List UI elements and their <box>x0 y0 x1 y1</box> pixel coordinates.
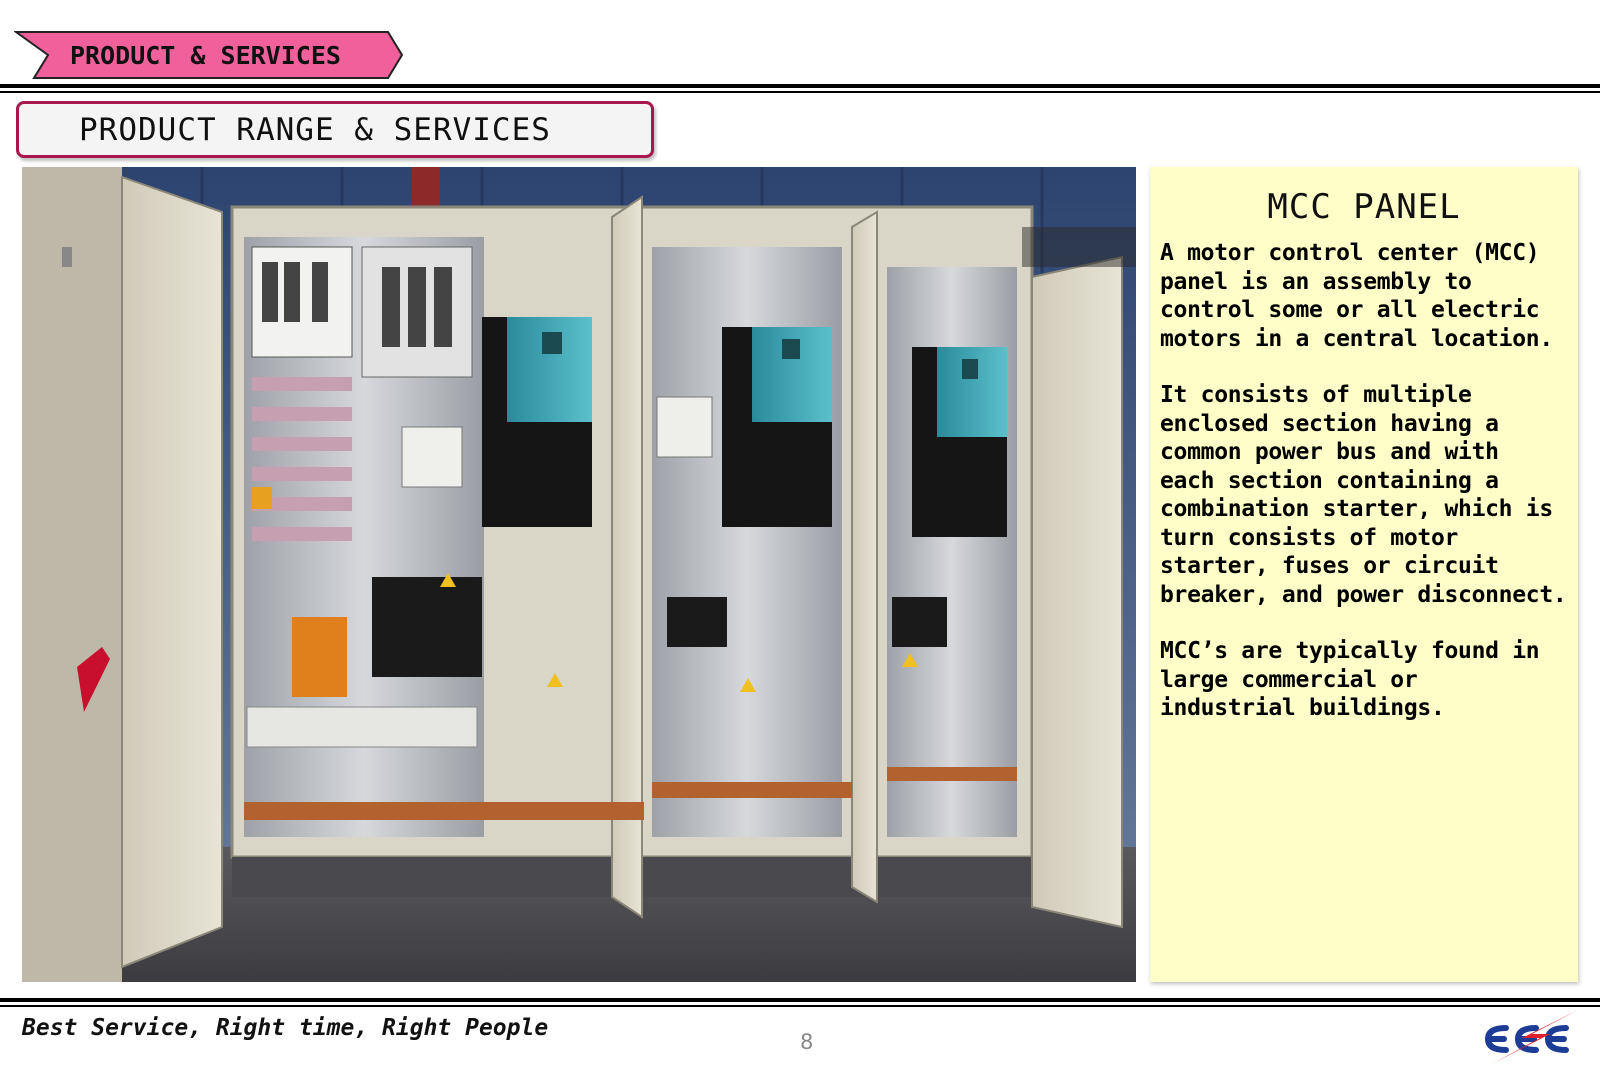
info-panel <box>1150 167 1578 982</box>
header-rule-thick <box>0 84 1600 88</box>
mcc-panel-photo <box>22 167 1136 982</box>
subtitle-box <box>16 101 654 158</box>
footer-rule-thick <box>0 998 1600 1002</box>
panel-title: MCC PANEL <box>1267 187 1461 227</box>
page-number: 8 <box>800 1030 814 1054</box>
panel-paragraph-definition: A motor control center (MCC) panel is an assembly to control some or all electric motors in a central location. <box>1160 240 1553 352</box>
subtitle-text: PRODUCT RANGE & SERVICES <box>79 111 551 148</box>
footer-tagline: Best Service, Right time, Right People <box>22 1015 549 1041</box>
company-logo-icon <box>1478 1008 1590 1066</box>
panel-paragraph-usage: MCC’s are typically found in large commercial or industrial buildings. <box>1160 638 1540 721</box>
panel-paragraph-composition: It consists of multiple enclosed section having a common power bus and with each section containing a combination starter, which is turn consists of motor starter, fuses or circuit breaker, and power disconnect. <box>1160 382 1567 608</box>
footer-rule-thin <box>0 1005 1600 1007</box>
header-rule-thin <box>0 91 1600 93</box>
section-tag-label: PRODUCT & SERVICES <box>70 40 341 70</box>
